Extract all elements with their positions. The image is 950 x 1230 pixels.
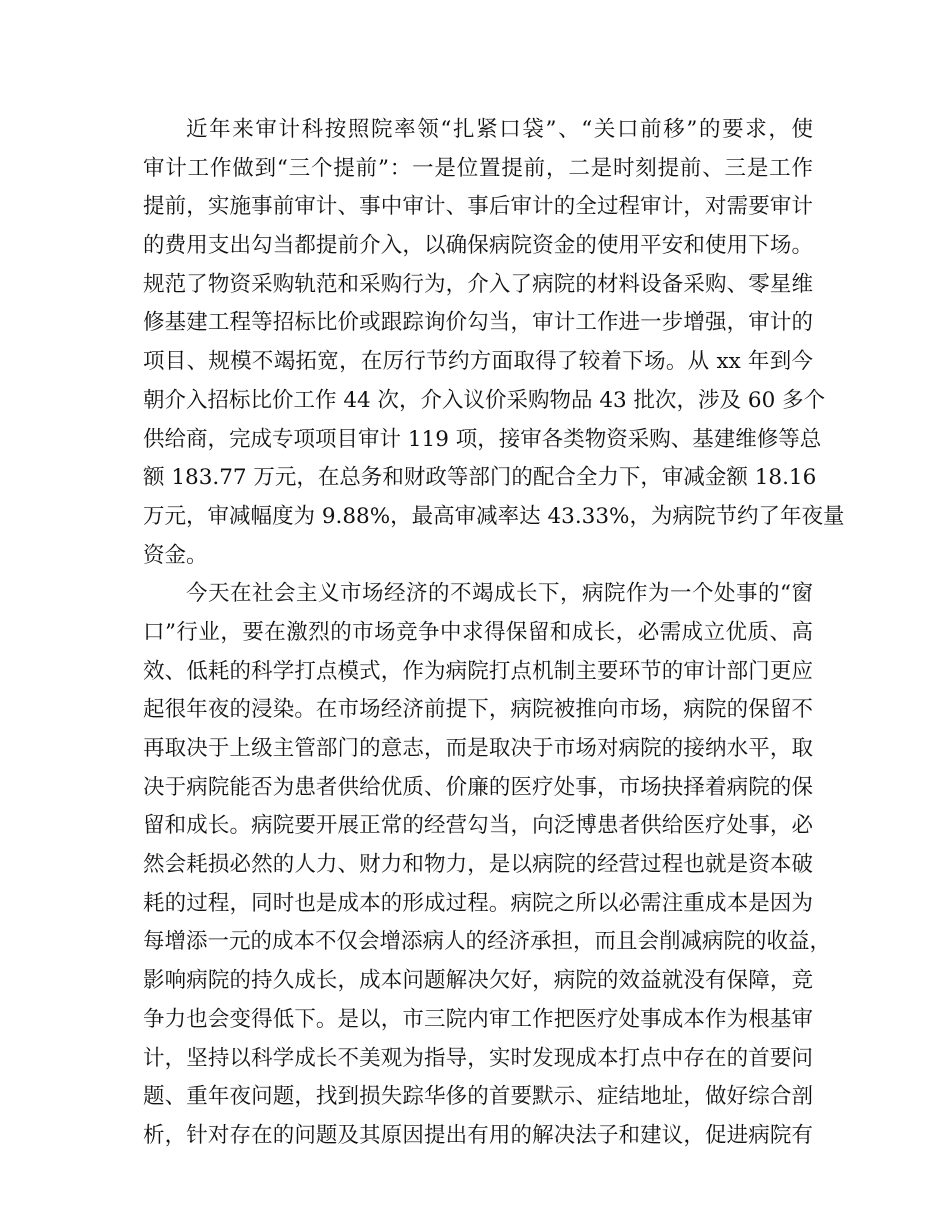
text-line: 供给商，完成专项项目审计 119 项，接审各类物资采购、基建维修等总 — [143, 426, 822, 452]
text-line: 修基建工程等招标比价或跟踪询价勾当，审计工作进一步增强，审计的 — [143, 310, 813, 336]
text-line: 的费用支出勾当都提前介入，以确保病院资金的使用平安和使用下场。 — [143, 233, 813, 259]
document-body — [143, 111, 845, 1156]
text-line: 影响病院的持久成长，成本问题解决欠好，病院的效益就没有保障，竞 — [143, 968, 813, 994]
text-line: 再取决于上级主管部门的意志，而是取决于市场对病院的接纳水平，取 — [143, 736, 813, 761]
text-line: 额 183.77 万元，在总务和财政等部门的配合全力下，审减金额 18.16 — [143, 465, 817, 491]
text-line: 留和成长。病院要开展正常的经营勾当，向泛博患者供给医疗处事，必 — [143, 813, 813, 839]
text-line: 朝介入招标比价工作 44 次，介入议价采购物品 43 批次，涉及 60 多个 — [143, 387, 826, 413]
text-line: 规范了物资采购轨范和采购行为，介入了病院的材料设备采购、零星维 — [143, 271, 813, 297]
text-line: 争力也会变得低下。是以，市三院内审工作把医疗处事成本作为根基审 — [143, 1006, 813, 1032]
text-line: 项目、规模不竭拓宽，在厉行节约方面取得了较着下场。从 xx 年到今 — [143, 349, 813, 375]
paragraph-2 — [143, 575, 832, 1155]
text-line: 资金。 — [143, 542, 208, 568]
text-line: 万元，审减幅度为 9.88%，最高审减率达 43.33%，为病院节约了年夜量 — [143, 503, 845, 529]
text-line: 题、重年夜问题，找到损失踪华侈的首要默示、症结地址，做好综合剖 — [143, 1084, 813, 1110]
text-line: 提前，实施事前审计、事中审计、事后审计的全过程审计，对需要审计 — [143, 194, 813, 220]
paragraph-1 — [143, 111, 845, 575]
text-line: 每增添一元的成本不仅会增添病人的经济承担，而且会削减病院的收益， — [143, 929, 832, 955]
text-line: 效、低耗的科学打点模式，作为病院打点机制主要环节的审计部门更应 — [143, 658, 813, 684]
text-line: 近年来审计科按照院率领“扎紧口袋”、“关口前移”的要求，使 — [186, 117, 813, 142]
text-line: 计，坚持以科学成长不美观为指导，实时发现成本打点中存在的首要问 — [143, 1045, 813, 1071]
text-line: 起很年夜的浸染。在市场经济前提下，病院被推向市场，病院的保留不 — [143, 697, 813, 723]
text-line: 析，针对存在的问题及其原因提出有用的解决法子和建议，促进病院有 — [143, 1122, 813, 1148]
text-line: 然会耗损必然的人力、财力和物力，是以病院的经营过程也就是资本破 — [143, 852, 813, 878]
text-line: 审计工作做到“三个提前”：一是位置提前，二是时刻提前、三是工作 — [143, 155, 813, 181]
text-line: 决于病院能否为患者供给优质、价廉的医疗处事，市场抉择着病院的保 — [143, 774, 813, 800]
text-line: 耗的过程，同时也是成本的形成过程。病院之所以必需注重成本是因为 — [143, 890, 813, 916]
text-line: 今天在社会主义市场经济的不竭成长下，病院作为一个处事的“窗 — [186, 581, 813, 607]
text-line: 口”行业，要在激烈的市场竞争中求得保留和成长，必需成立优质、高 — [143, 619, 813, 645]
